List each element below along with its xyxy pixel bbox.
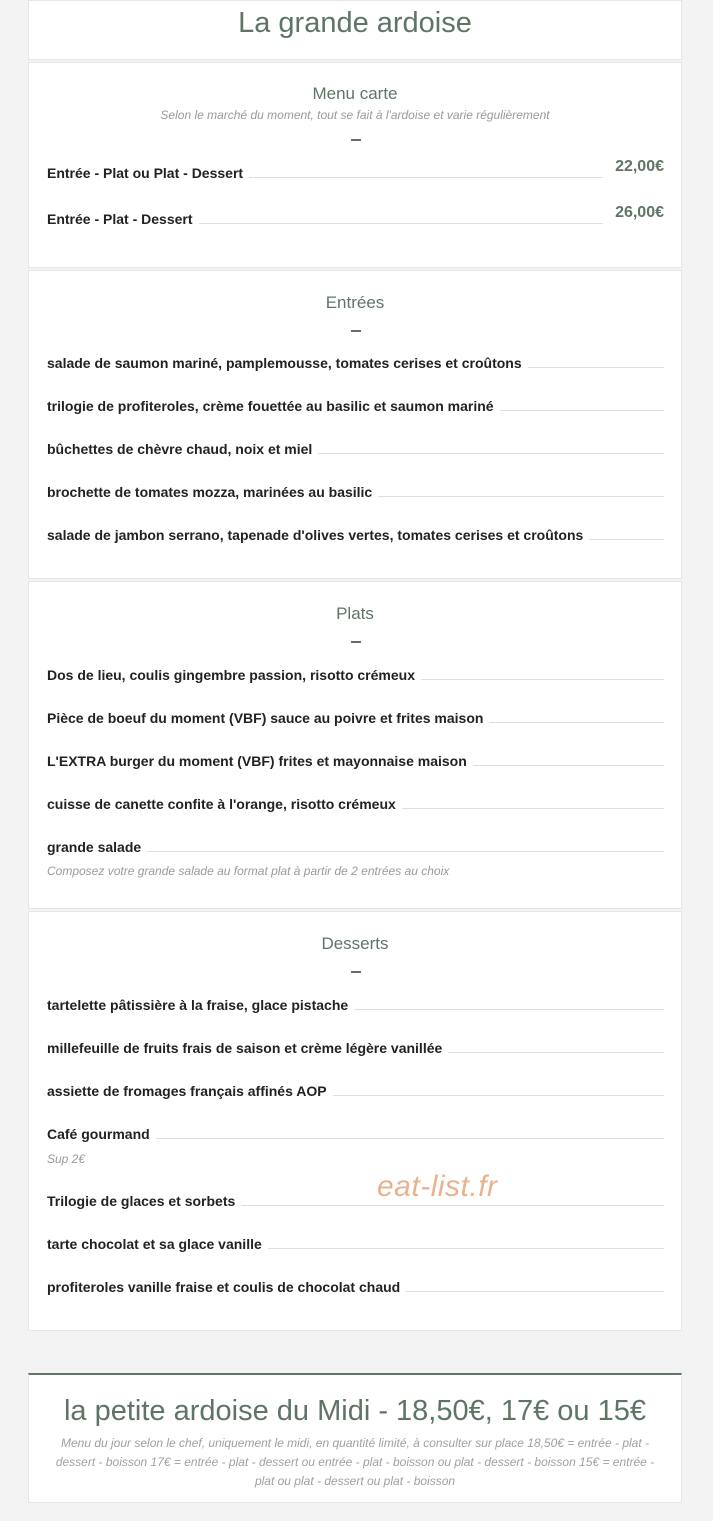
item-note: Sup 2€ [47,1152,86,1166]
dotted-leader [318,452,664,454]
dotted-leader [333,1094,664,1096]
list-item [47,839,664,855]
menu-row [47,204,664,227]
desserts-section [28,911,682,1331]
item-label: Café gourmand [47,1126,150,1142]
menu-carte-subtitle: Selon le marché du moment, tout se fait à l'ardoise et varie régulièrement [160,108,550,122]
entrees-section [28,270,682,579]
menu-row-price: 26,00€ [615,204,664,221]
dotted-leader [241,1204,664,1206]
item-label: assiette de fromages français affinés AOP [47,1083,327,1099]
list-item [47,710,664,726]
dotted-leader [406,1290,664,1292]
item-label: tartelette pâtissière à la fraise, glace pistache [47,997,349,1013]
item-label: Dos de lieu, coulis gingembre passion, risotto crémeux [47,667,415,683]
plats-section [28,581,682,909]
dotted-leader [421,678,664,680]
dotted-leader [528,366,664,368]
list-item [47,997,664,1013]
item-label: Trilogie de glaces et sorbets [47,1193,236,1209]
item-label: L'EXTRA burger du moment (VBF) frites et mayonnaise maison [47,753,467,769]
list-item [47,441,664,457]
menu-row-label: Entrée - Plat - Dessert [47,211,193,227]
petite-ardoise-description: Menu du jour selon le chef, uniquement le midi, en quantité limité, à consulter sur place 18,50€ = entrée - plat - dessert - boisson 17€ = entrée - plat - dessert ou entrée - plat - boisson ou plat - dessert - boisson 15€ = entrée - plat ou plat - dessert ou plat - boisson [55,1436,655,1488]
list-item [47,1083,664,1099]
list-item [47,667,664,683]
menu-row [47,158,664,181]
dotted-leader [448,1051,664,1053]
menu-row-price: 22,00€ [615,158,664,175]
list-item [47,484,664,500]
menu-row-label: Entrée - Plat ou Plat - Dessert [47,165,244,181]
dotted-leader [473,764,664,766]
item-label: bûchettes de chèvre chaud, noix et miel [47,441,313,457]
list-item [47,1040,664,1056]
menu-carte-section [28,62,682,268]
list-item [47,1279,664,1295]
list-item [47,1193,664,1209]
item-label: Pièce de boeuf du moment (VBF) sauce au poivre et frites maison [47,710,484,726]
page-title: La grande ardoise [238,7,472,39]
list-item [47,753,664,769]
dotted-leader [500,409,664,411]
list-item [47,527,664,543]
desserts-title: Desserts [321,934,389,953]
dotted-leader [402,807,664,809]
list-item [47,1126,664,1142]
dotted-leader [268,1247,664,1249]
petite-ardoise-title: la petite ardoise du Midi - 18,50€, 17€ ou 15€ [63,1395,646,1427]
item-label: salade de jambon serrano, tapenade d'olives vertes, tomates cerises et croûtons [47,527,584,543]
dotted-leader [199,222,604,224]
list-item [47,796,664,812]
item-label: millefeuille de fruits frais de saison et crème légère vanillée [47,1040,443,1056]
section-divider [351,330,361,332]
petite-ardoise-section [28,1373,682,1503]
list-item [47,398,664,414]
dotted-leader [589,538,664,540]
item-note: Composez votre grande salade au format plat à partir de 2 entrées au choix [47,864,450,878]
list-item [47,1236,664,1252]
section-divider [351,139,361,141]
item-label: tarte chocolat et sa glace vanille [47,1236,262,1252]
plats-title: Plats [336,604,374,623]
section-divider [351,971,361,973]
title-card [28,0,682,60]
item-label: grande salade [47,839,142,855]
item-label: cuisse de canette confite à l'orange, risotto crémeux [47,796,396,812]
dotted-leader [156,1137,664,1139]
entrees-title: Entrées [325,293,385,312]
item-label: brochette de tomates mozza, marinées au basilic [47,484,373,500]
section-divider [351,641,361,643]
menu-carte-title: Menu carte [312,84,398,103]
dotted-leader [147,850,664,852]
item-label: salade de saumon mariné, pamplemousse, tomates cerises et croûtons [47,355,522,371]
watermark: eat-list.fr [377,1170,498,1203]
list-item [47,355,664,371]
item-label: profiteroles vanille fraise et coulis de chocolat chaud [47,1279,401,1295]
item-label: trilogie de profiteroles, crème fouettée au basilic et saumon mariné [47,398,494,414]
dotted-leader [249,176,603,178]
dotted-leader [489,721,664,723]
dotted-leader [378,495,664,497]
dotted-leader [354,1008,664,1010]
